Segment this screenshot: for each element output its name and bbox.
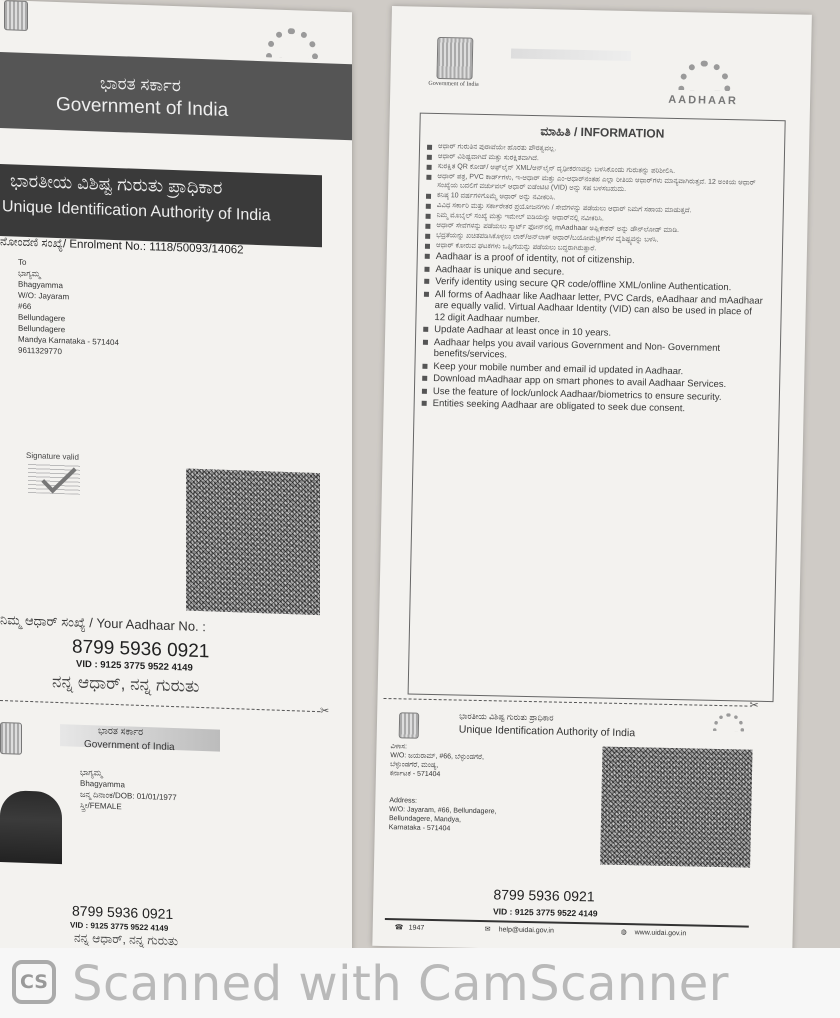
info-item: Aadhaar helps you avail various Government and Non- Government benefits/services. [422,336,762,366]
emblem-icon [4,0,28,31]
card-tagline-kannada: ನನ್ನ ಆಧಾರ್, ನನ್ನ ಗುರುತು [74,930,179,949]
info-item: Aadhaar is a proof of identity, not of citizenship. [424,251,764,270]
aadhaar-letter-right-sheet [372,6,812,955]
card-uidai-kannada: ಭಾರತೀಯ ವಿಶಿಷ್ಟ ಗುರುತು ಪ್ರಾಧಿಕಾರ [459,711,554,723]
address-line: ಬೆಳ್ಳುಂಡಗೆರೆ, ಮಂಡ್ಯ, [390,761,439,770]
info-item-kannada: ಆಧಾರ್ ಪತ್ರ, PVC ಕಾರ್ಡ್‌ಗಳು, ಇ-ಆಧಾರ್ ಮತ್ತು ಎಂ-ಆಧಾರ್‌ನಂತಹ ಎಲ್ಲಾ ರೀತಿಯ ಆಧಾರ್‌ಗಳು ಮಾನ್ಯವಾಗಿರುತ್ತವೆ. 12 ಅಂಕಿಯ ಆಧಾರ್ ಸಂಖ್ಯೆಯ ಬದಲಿಗೆ ವರ್ಚುವಲ್ ಆಧಾರ್ ಐಡೆಂಟಿಟಿ (VID) ಅನ್ನು ಸಹ ಬಳಸಬಹುದು. [425,172,765,197]
address-line: Bellundagere, Mandya, [388,815,462,824]
blurred-heading-band [511,49,631,62]
address-line: ಕರ್ನಾಟಕ - 571404 [389,770,441,779]
address-kannada-label: ವಿಳಾಸ: [390,743,408,751]
address-line: ಭಾಗ್ಯಮ್ಮ [18,268,41,279]
information-box [408,113,786,703]
info-item-kannada: ಆಧಾರ್ ವಿಶಿಷ್ಟವಾಗಿದೆ ಮತ್ತು ಸುರಕ್ಷಿತವಾಗಿದೆ. [426,152,766,168]
holder-name-kannada: ಭಾಗ್ಯಮ್ಮ [80,767,103,778]
your-aadhaar-label: ನಿಮ್ಮ ಆಧಾರ್ ಸಂಖ್ಯೆ / Your Aadhaar No. : [0,612,206,635]
govt-english-heading: Government of India [56,93,229,121]
info-item-kannada: ಸುರಕ್ಷಿತ QR ಕೋಡ್/ ಆಫ್‌ಲೈನ್ XML/ಆನ್‌ಲೈನ್ ದೃಢೀಕರಣವನ್ನು ಬಳಸಿಕೊಂಡು ಗುರುತನ್ನು ಪರಿಶೀಲಿಸಿ. [426,162,766,178]
information-list [421,142,767,418]
scissors-icon: ✂ [749,699,759,712]
information-title: ಮಾಹಿತಿ / INFORMATION [540,124,665,141]
emblem-icon [399,712,420,738]
uidai-english-heading: Unique Identification Authority of India [2,198,271,225]
address-line: Bellundagere [18,312,66,324]
uidai-kannada-heading: ಭಾರತೀಯ ವಿಶಿಷ್ಟ ಗುರುತು ಪ್ರಾಧಿಕಾರ [10,170,223,198]
checkmark-icon [41,459,76,494]
enrolment-number: 1118/50093/14062 [149,241,244,257]
aadhaar-number: 8799 5936 0921 [72,636,210,663]
card-address-english [389,796,590,836]
aadhaar-logo-icon: AADHAAR [668,60,739,107]
globe-icon: ◍ [620,928,627,937]
card-vid-number: VID : 9125 3775 9522 4149 [492,906,598,919]
emblem-icon [436,37,473,80]
camscanner-logo-icon: CS [12,960,56,1004]
card-address-kannada [390,742,591,782]
info-item-kannada: ಆಧಾರ್ ಸೇವೆಗಳನ್ನು ಪಡೆಯಲು ಸ್ಮಾರ್ಟ್ ಫೋನ್‌ನಲ್ಲಿ mAadhaar ಅಪ್ಲಿಕೇಶನ್ ಅನ್ನು ಡೌನ್‌ಲೋಡ್ ಮಾಡಿ. [424,221,764,237]
address-line: W/O: ಜಯರಾಮ್, #66, ಬೆಳ್ಳುಂಡಗೆರೆ, [390,752,485,762]
govt-banner [0,52,352,140]
qr-code [186,468,320,615]
govt-kannada-heading: ಭಾರತ ಸರ್ಕಾರ [100,73,181,96]
email-icon: ✉ [484,926,491,934]
card-govt-kannada: ಭಾರತ ಸರ್ಕಾರ [98,725,144,738]
info-item: Update Aadhaar at least once in 10 years. [422,324,762,343]
enrolment-label: ನೋಂದಣಿ ಸಂಖ್ಯೆ/ Enrolment No.: [0,236,147,254]
card-vid-number: VID : 9125 3775 9522 4149 [70,920,169,933]
emblem-caption: Government of India [428,80,479,88]
footer-phone: 1947 [408,924,425,932]
tagline-kannada: ನನ್ನ ಆಧಾರ್, ನನ್ನ ಗುರುತು [52,671,200,696]
card-aadhaar-number: 8799 5936 0921 [493,886,595,905]
address-line: Karnataka - 571404 [388,824,451,833]
camscanner-watermark [0,948,840,1018]
address-line: 9611329770 [18,345,62,357]
info-item-kannada: ಆಧಾರ್ ಕೋರುವ ಘಟಕಗಳು ಒಪ್ಪಿಗೆಯನ್ನು ಪಡೆಯಲು ಬದ್ಧರಾಗಿರುತ್ತಾರೆ. [424,241,764,257]
address-line: #66 [18,301,32,312]
address-line: Bellundagere [18,323,66,335]
aadhaar-letter-left-sheet [0,0,352,960]
scissors-icon: ✂ [320,705,330,718]
emblem-icon [0,722,22,755]
address-english-label: Address: [389,797,418,805]
aadhaar-logo-icon [707,713,750,741]
camscanner-text: Scanned with CamScanner [72,956,730,1012]
recipient-address [18,257,188,362]
info-item: Keep your mobile number and email id updated in Aadhaar. [421,360,761,379]
holder-name: Bhagyamma [80,778,125,790]
info-item: Download mAadhaar app on smart phones to avail Aadhaar Services. [421,373,761,392]
signature-stamp [28,463,80,495]
info-item: Entities seeking Aadhaar are obligated to seek due consent. [421,398,761,417]
info-item-kannada: ನಿಮ್ಮ ಮೊಬೈಲ್ ಸಂಖ್ಯೆ ಮತ್ತು ಇಮೇಲ್ ಐಡಿಯನ್ನು ಆಧಾರ್‌ನಲ್ಲಿ ನವೀಕರಿಸಿ. [425,211,765,227]
card-uidai-english: Unique Identification Authority of India [458,723,636,740]
uidai-banner [0,164,322,247]
card-holder-details [80,767,177,814]
cut-line [0,700,320,712]
info-item-kannada: ಕನಿಷ್ಠ 10 ವರ್ಷಗಳಿಗೊಮ್ಮೆ ಆಧಾರ್ ಅನ್ನು ನವೀಕರಿಸಿ. [425,191,765,207]
holder-photo [0,790,62,864]
address-line: Bhagyamma [18,279,63,291]
info-item-kannada: ವಿವಿಧ ಸರ್ಕಾರಿ ಮತ್ತು ಸರ್ಕಾರೇತರ ಪ್ರಯೋಜನಗಳು / ಸೇವೆಗಳನ್ನು ಪಡೆಯಲು ಆಧಾರ್ ನಿಮಗೆ ಸಹಾಯ ಮಾಡುತ್ತದೆ. [425,201,765,217]
card-footer [385,918,749,944]
info-item: Aadhaar is unique and secure. [423,263,763,282]
address-line: W/O: Jayaram, #66, Bellundagere, [389,806,497,816]
address-line: W/O: Jayaram [18,290,70,302]
info-item-kannada: ಆಧಾರ್ ಗುರುತಿನ ಪುರಾವೆಯೇ ಹೊರತು ಪೌರತ್ವವಲ್ಲ. [426,142,766,158]
info-item-kannada: ಭದ್ರತೆಯನ್ನು ಖಚಿತಪಡಿಸಿಕೊಳ್ಳಲು ಲಾಕ್/ಅನ್‌ಲಾಕ್ ಆಧಾರ್/ಬಯೋಮೆಟ್ರಿಕ್‌ಗಳ ವೈಶಿಷ್ಟ್ಯವನ್ನು ಬಳಸಿ. [424,231,764,247]
vid-number: VID : 9125 3775 9522 4149 [76,658,193,674]
card-aadhaar-number: 8799 5936 0921 [72,902,174,923]
qr-code [600,747,752,868]
phone-icon: ☎ [394,924,404,932]
info-item: Use the feature of lock/unlock Aadhaar/biometrics to ensure security. [421,385,761,404]
footer-email: help@uidai.gov.in [498,926,554,935]
signature-valid-label: Signature valid [26,450,79,462]
footer-website: www.uidai.gov.in [634,929,687,938]
address-line: Mandya Karnataka - 571404 [18,334,119,348]
address-line: To [18,257,27,267]
holder-dob: ಜನ್ಮ ದಿನಾಂಕ/DOB: 01/01/1977 [80,789,177,803]
info-item: Verify identity using secure QR code/offline XML/online Authentication. [423,276,763,295]
card-govt-english: Government of India [84,738,175,754]
holder-gender: ಸ್ತ್ರೀ/FEMALE [80,800,122,812]
info-item: All forms of Aadhaar like Aadhaar letter, PVC Cards, eAadhaar and mAadhaar are equally valid. Virtual Aadhaar Identity (VID) can also be used in place of 12 digit Aadhaar number. [422,288,763,330]
